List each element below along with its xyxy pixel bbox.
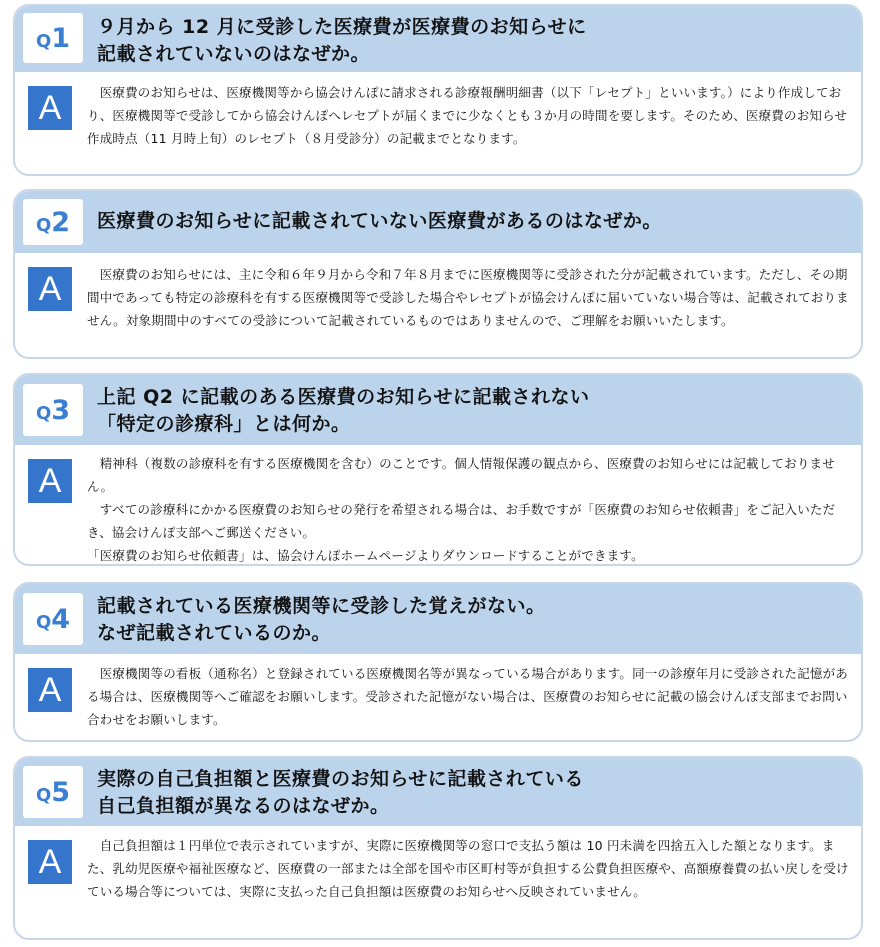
- answer-paragraph: すべての診療科にかかる医療費のお知らせの発行を希望される場合は、お手数ですが「医療費のお知らせ依頼書」をご記入いただき、協会けんぽ支部へご郵送ください。: [87, 502, 836, 540]
- q-letter: Q: [35, 214, 52, 236]
- question-line: 実際の自己負担額と医療費のお知らせに記載されている: [97, 768, 584, 790]
- question-badge: [23, 766, 83, 818]
- question-header: [15, 375, 861, 445]
- qa-card-2: [13, 189, 863, 359]
- question-line: 「特定の診療科」とは何か。: [97, 413, 351, 435]
- answer-text: [87, 452, 853, 566]
- q-number: 1: [51, 22, 71, 54]
- q-number: 5: [51, 776, 71, 808]
- question-text: [97, 593, 851, 647]
- q-letter: Q: [35, 30, 52, 52]
- answer-paragraph: 自己負担額は１円単位で表示されていますが、実際に医療機関等の窓口で支払う額は 10 円未満を四捨五入した額となります。また、乳幼児医療や福祉医療など、医療費の一部または全部を国や市区町村等が負担する公費負担医療や、高額療養費の払い戻しを受けている場合等については、実際に支払った自己負担額は医療費のお知らせへ反映されていません。: [87, 838, 849, 899]
- answer-text: [87, 81, 853, 150]
- q-number: 3: [51, 394, 71, 426]
- answer-text: [87, 662, 853, 731]
- q-number: 2: [51, 206, 71, 238]
- answer-badge: A: [28, 840, 72, 884]
- question-line: 上記 Q2 に記載のある医療費のお知らせに記載されない: [97, 386, 590, 408]
- question-badge: [23, 593, 83, 645]
- answer-text: [87, 834, 853, 903]
- qa-card-5: [13, 756, 863, 940]
- qa-card-1: [13, 4, 863, 176]
- answer-paragraph: 医療費のお知らせは、医療機関等から協会けんぽに請求される診療報酬明細書（以下「レセプト」といいます。）により作成しており、医療機関等で受診してから協会けんぽへレセプトが届くまでに少なくとも３か月の時間を要します。そのため、医療費のお知らせ作成時点（11 月時上旬）のレセプト（８月受診分）の記載までとなります。: [87, 85, 848, 146]
- question-line: ９月から 12 月に受診した医療費が医療費のお知らせに: [97, 16, 587, 38]
- question-line: 自己負担額が異なるのはなぜか。: [97, 795, 390, 817]
- question-text: [97, 766, 851, 820]
- answer-text: [87, 263, 853, 332]
- q-number: 4: [51, 603, 71, 635]
- qa-card-3: [13, 373, 863, 566]
- question-badge: [23, 13, 83, 63]
- answer-paragraph: 精神科（複数の診療科を有する医療機関を含む）のことです。個人情報保護の観点から、医療費のお知らせには記載しておりません。: [87, 456, 835, 494]
- question-line: なぜ記載されているのか。: [97, 622, 332, 644]
- answer-badge: A: [28, 86, 72, 130]
- question-badge: [23, 384, 83, 436]
- question-header: [15, 758, 861, 826]
- answer-badge: A: [28, 668, 72, 712]
- q-letter: Q: [35, 784, 52, 806]
- qa-card-4: [13, 582, 863, 742]
- question-header: [15, 191, 861, 253]
- question-header: [15, 6, 861, 72]
- answer-badge: A: [28, 459, 72, 503]
- question-badge: [23, 199, 83, 245]
- question-header: [15, 584, 861, 654]
- answer-badge: A: [28, 267, 72, 311]
- answer-paragraph: 医療機関等の看板（通称名）と登録されている医療機関名等が異なっている場合があります。同一の診療年月に受診された記憶がある場合は、医療機関等へご確認をお願いします。受診された記憶がない場合は、医療費のお知らせに記載の協会けんぽ支部までお問い合わせをお願いします。: [87, 666, 849, 727]
- answer-paragraph: 「医療費のお知らせ依頼書」は、協会けんぽホームページよりダウンロードすることができます。: [87, 548, 644, 563]
- question-text: [97, 208, 851, 235]
- question-text: [97, 384, 851, 438]
- question-line: 医療費のお知らせに記載されていない医療費があるのはなぜか。: [97, 210, 662, 232]
- q-letter: Q: [35, 611, 52, 633]
- question-line: 記載されている医療機関等に受診した覚えがない。: [97, 595, 546, 617]
- question-line: 記載されていないのはなぜか。: [97, 43, 371, 65]
- question-text: [97, 14, 851, 68]
- answer-paragraph: 医療費のお知らせには、主に令和６年９月から令和７年８月までに医療機関等に受診された分が記載されています。ただし、その期間中であっても特定の診療科を有する医療機関等で受診した場合やレセプトが協会けんぽに届いていない場合等は、記載されておりません。対象期間中のすべての受診について記載されているものではありませんので、ご理解をお願いいたします。: [87, 267, 849, 328]
- q-letter: Q: [35, 402, 52, 424]
